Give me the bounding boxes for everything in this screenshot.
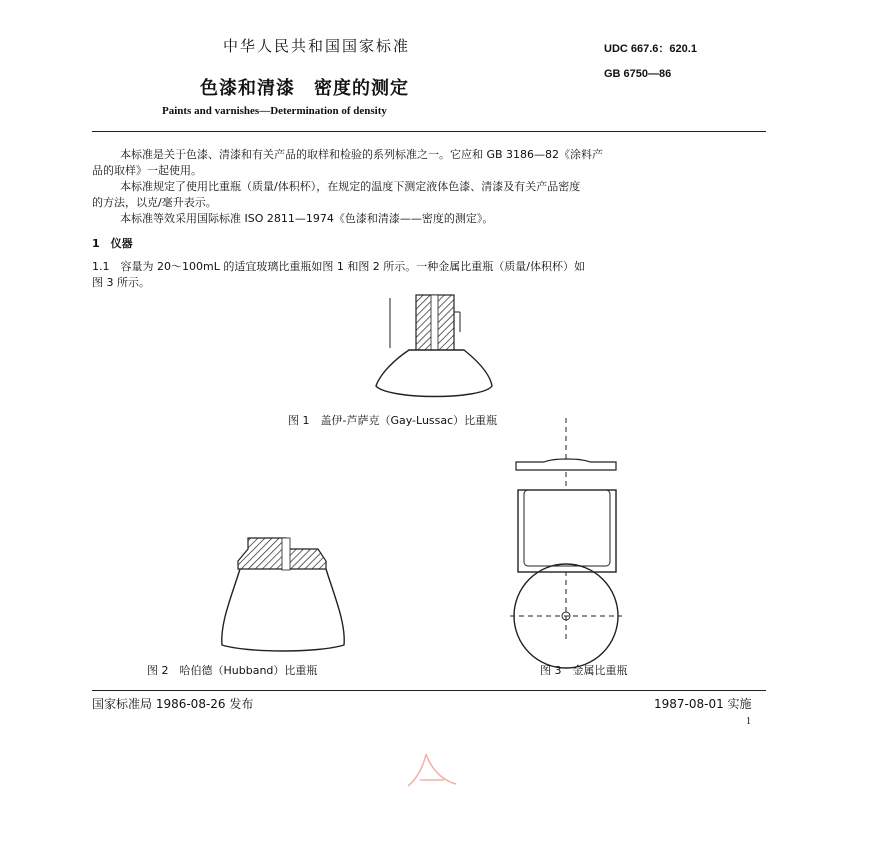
effective-date: 1987-08-01 实施 <box>654 697 752 711</box>
figure-3-caption: 图 3 金属比重瓶 <box>540 664 628 677</box>
clause-1-1-line-1: 1.1 容量为 20～100mL 的适宜玻璃比重瓶如图 1 和图 2 所示。一种金属比重瓶（质量/体积杯）如 <box>92 260 586 273</box>
figure-2-hubbard-bottle <box>218 535 348 655</box>
clause-1-1-line-2: 图 3 所示。 <box>92 276 150 289</box>
intro-paragraph-2-line-2: 的方法，以克/毫升表示。 <box>92 196 217 209</box>
header-divider <box>92 131 766 132</box>
intro-paragraph-1-line-1: 本标准是关于色漆、清漆和有关产品的取样和检验的系列标准之一。它应和 GB 3186—82《涂料产 <box>120 148 604 161</box>
intro-paragraph-2-line-1: 本标准规定了使用比重瓶（质量/体积杯），在规定的温度下测定液体色漆、清漆及有关产品密度 <box>120 180 581 193</box>
issuing-org: 中华人民共和国国家标准 <box>223 37 411 55</box>
figure-1-gay-lussac-bottle <box>364 290 504 405</box>
intro-paragraph-1-line-2: 品的取样》一起使用。 <box>92 164 202 177</box>
issue-date: 国家标准局 1986-08-26 发布 <box>92 697 254 711</box>
intro-paragraph-3: 本标准等效采用国际标准 ISO 2811—1974《色漆和清漆——密度的测定》。 <box>120 212 494 225</box>
gb-number: GB 6750—86 <box>604 68 672 80</box>
figure-1-caption: 图 1 盖伊-芦萨克（Gay-Lussac）比重瓶 <box>288 414 498 427</box>
watermark-logo <box>400 750 460 790</box>
section-1-heading: 1 仪器 <box>92 237 133 250</box>
udc-number: UDC 667.6：620.1 <box>604 43 697 55</box>
document-title-zh: 色漆和清漆 密度的测定 <box>200 78 409 99</box>
figure-3-metal-cup <box>510 418 628 658</box>
document-title-en: Paints and varnishes—Determination of density <box>162 105 387 117</box>
page-number: 1 <box>746 716 751 727</box>
figure-2-caption: 图 2 哈伯德（Hubband）比重瓶 <box>147 664 318 677</box>
footer-divider <box>92 690 766 691</box>
